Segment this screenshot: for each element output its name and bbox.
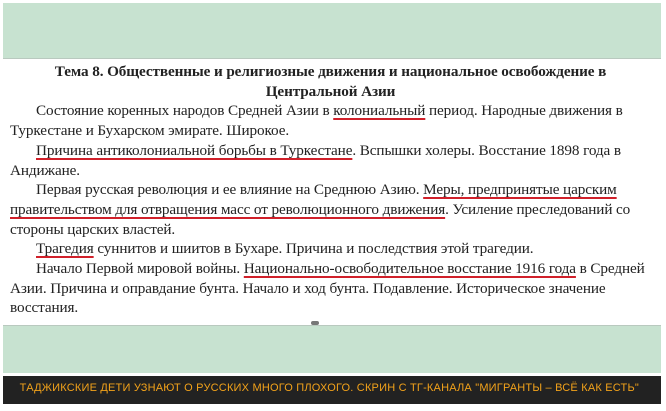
paragraph-2-text-b: . Вспышки холеры. Восстание 1898 года в Андижане. (10, 141, 621, 179)
caption-bar (3, 376, 661, 404)
document-title (10, 62, 651, 101)
caption-text: ТАДЖИКСКИЕ ДЕТИ УЗНАЮТ О РУССКИХ МНОГО ПЛОХОГО. СКРИН С ТГ-КАНАЛА "МИГРАНТЫ – ВСЁ КАК ЕСТЬ" (19, 382, 639, 394)
underlined-uprising-1916: Национально-освободительное восстание 1916 года (243, 260, 576, 278)
paragraph-5-text-a: Начало Первой мировой войны. (36, 260, 244, 278)
underlined-tragedy: Трагедия (36, 240, 94, 258)
underlined-cause-of-struggle: Причина антиколониальной борьбы в Туркестане (36, 141, 353, 159)
paragraph-1-text-b: период. Народные движения в Туркестане и Бухарском эмирате. Широкое. (10, 102, 623, 140)
paragraph-5 (10, 259, 651, 318)
paragraph-1 (10, 101, 651, 140)
paragraph-4 (10, 239, 651, 259)
paragraph-3 (10, 180, 651, 239)
title-line-2: Центральной Азии (265, 82, 396, 100)
underlined-measures: Меры, предпринятые царским правительством для отвращения масс от революционного движения (10, 181, 617, 218)
underlined-colonial: колониальный (333, 102, 426, 120)
paragraph-1-text-a: Состояние коренных народов Средней Азии в (36, 102, 334, 120)
title-line-1: Тема 8. Общественные и религиозные движения и национальное освобождение в (54, 63, 607, 80)
page-cut-mark (311, 321, 319, 325)
paragraph-3-text-b: . Усиление преследований со стороны царских властей. (10, 200, 631, 238)
paragraph-3-text-a: Первая русская революция и ее влияние на Среднюю Азию. (36, 181, 424, 199)
paragraph-2 (10, 141, 651, 180)
paragraph-4-text-b: суннитов и шиитов в Бухаре. Причина и последствия этой трагедии. (93, 240, 534, 258)
document-page (3, 58, 661, 326)
paragraph-5-text-b: в Средней Азии. Причина и оправдание бунта. Начало и ход бунта. Подавление. Историческое значение восстания. (10, 260, 645, 317)
